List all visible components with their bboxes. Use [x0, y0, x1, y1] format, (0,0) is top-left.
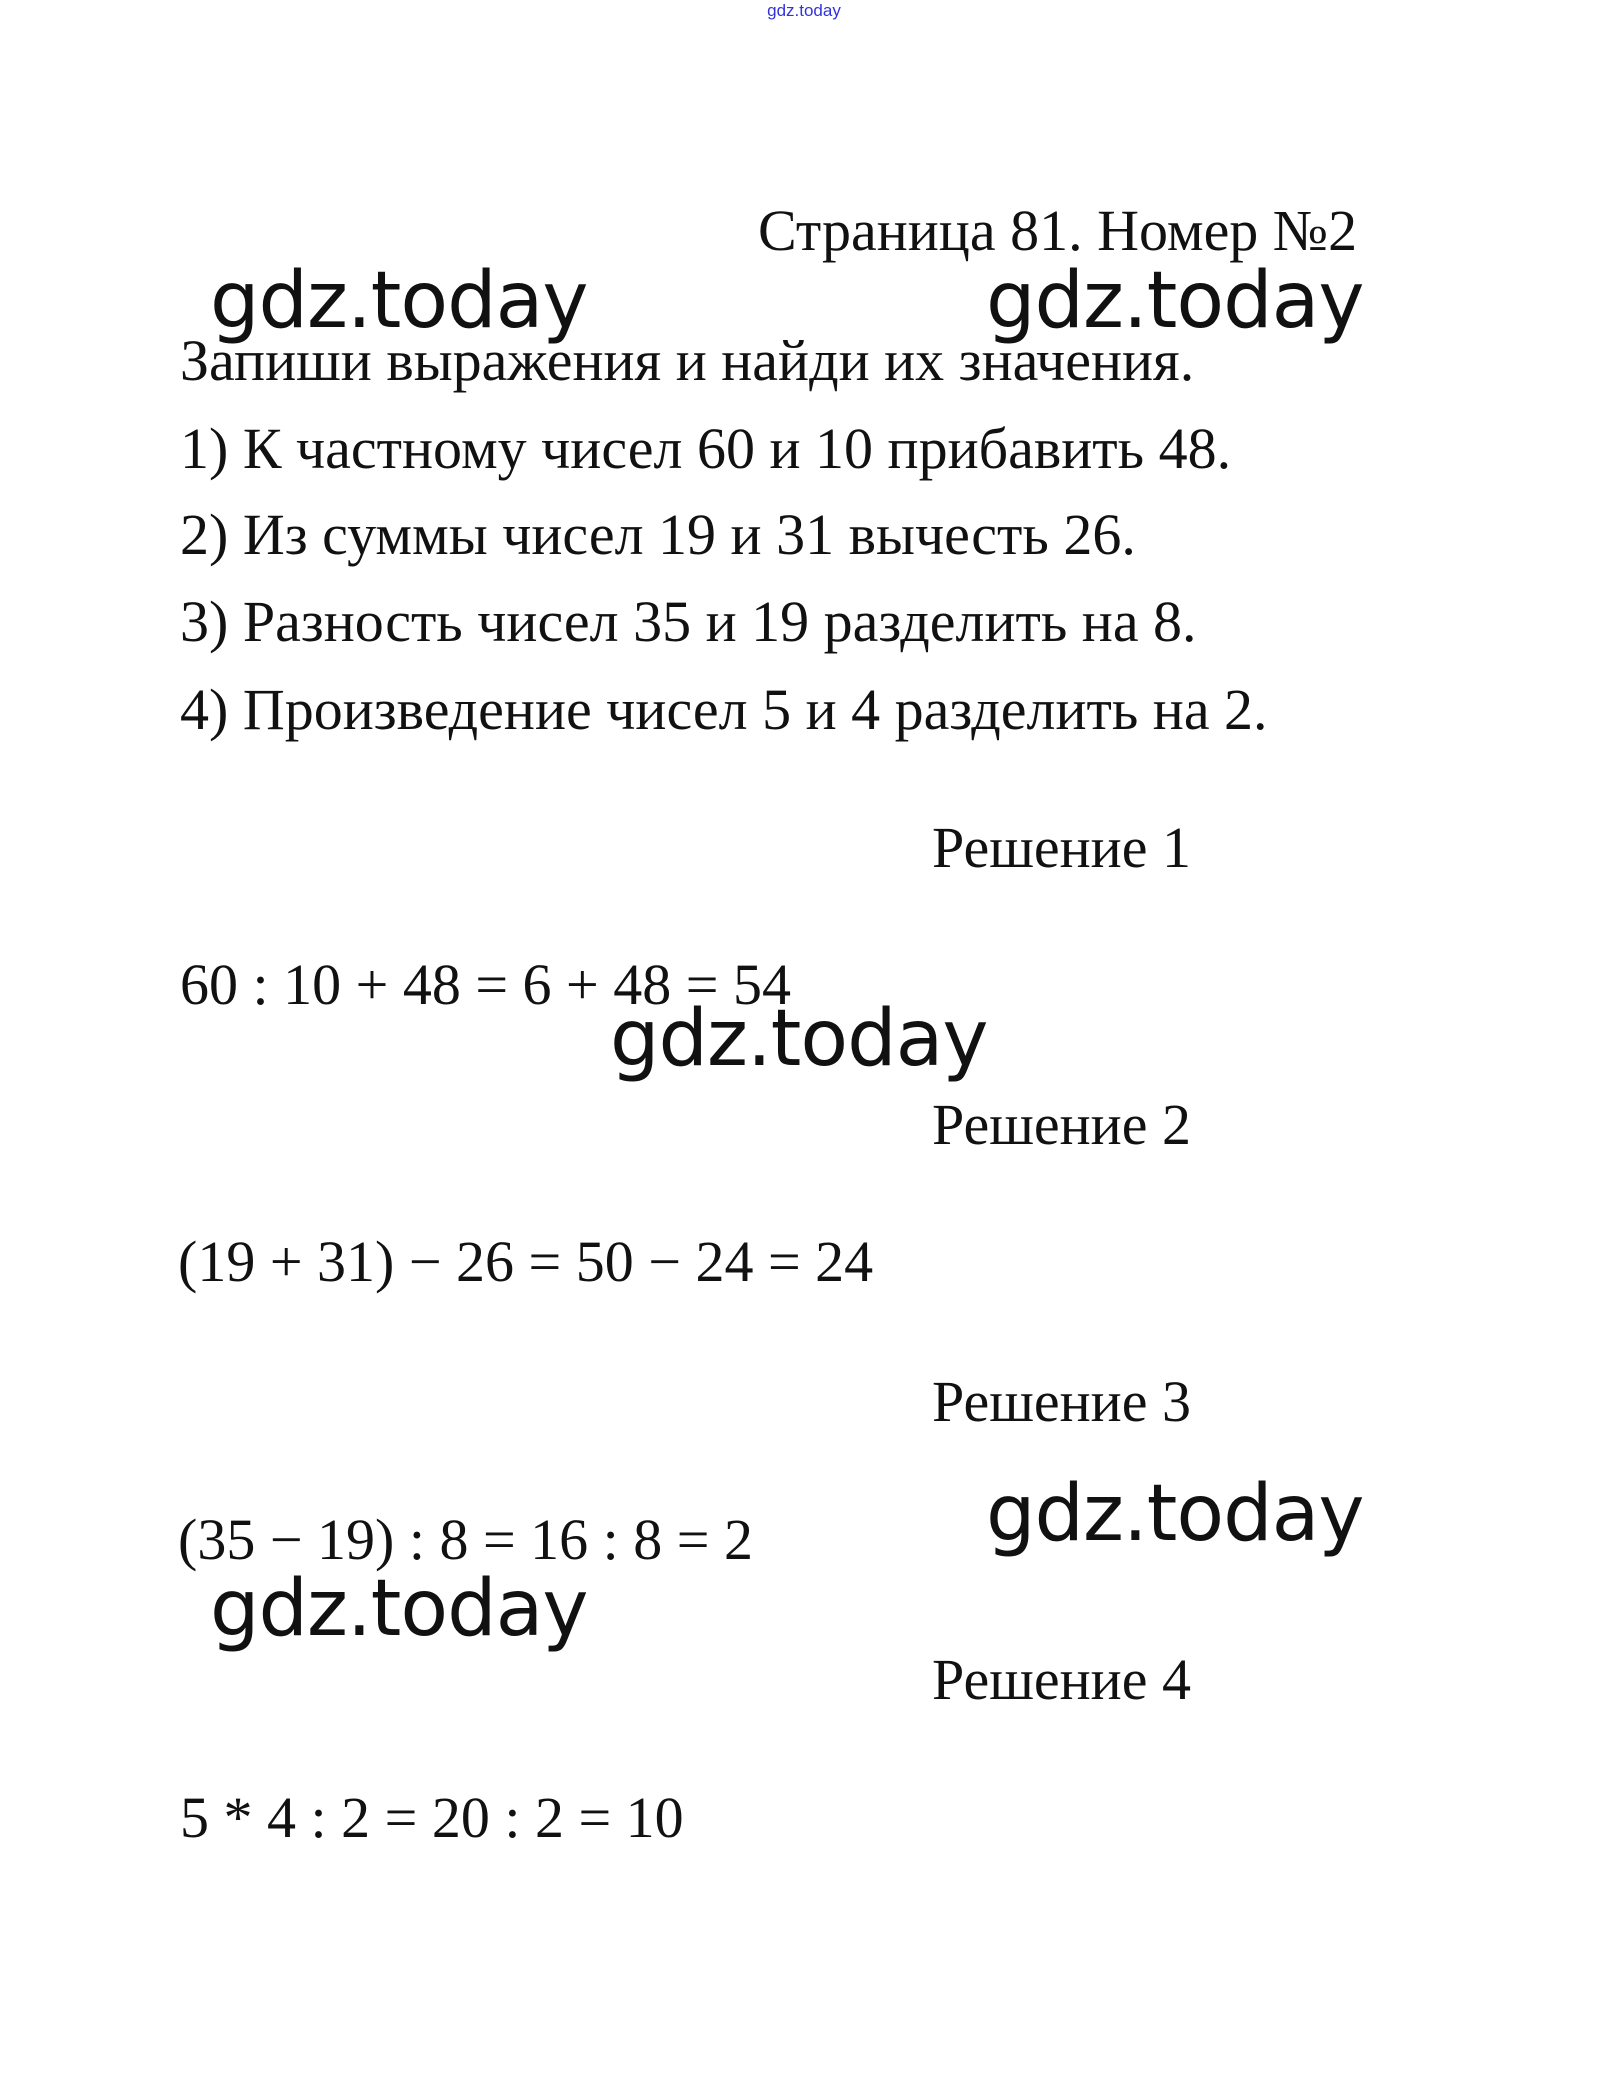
solution-heading-2: Решение 2 — [932, 1092, 1191, 1157]
page-title: Страница 81. Номер №2 — [758, 198, 1358, 263]
solution-expression-1: 60 : 10 + 48 = 6 + 48 = 54 — [180, 952, 791, 1017]
task-item-3: 3) Разность чисел 35 и 19 разделить на 8. — [180, 589, 1197, 654]
solution-heading-4: Решение 4 — [932, 1647, 1191, 1712]
task-instruction: Запиши выражения и найди их значения. — [180, 328, 1195, 393]
watermark: gdz.today — [986, 256, 1364, 346]
solution-heading-1: Решение 1 — [932, 815, 1191, 880]
header-watermark-link[interactable]: gdz.today — [767, 1, 841, 20]
task-item-2: 2) Из суммы чисел 19 и 31 вычесть 26. — [180, 502, 1136, 567]
watermark: gdz.today — [610, 994, 988, 1084]
solution-expression-2: (19 + 31) − 26 = 50 − 24 = 24 — [178, 1229, 874, 1294]
watermark: gdz.today — [210, 256, 588, 346]
watermark: gdz.today — [210, 1564, 588, 1654]
watermark: gdz.today — [986, 1469, 1364, 1559]
task-item-1: 1) К частному чисел 60 и 10 прибавить 48. — [180, 416, 1232, 481]
solution-heading-3: Решение 3 — [932, 1369, 1191, 1434]
solution-expression-3: (35 − 19) : 8 = 16 : 8 = 2 — [178, 1507, 753, 1572]
solution-expression-4: 5 * 4 : 2 = 20 : 2 = 10 — [180, 1785, 684, 1850]
task-item-4: 4) Произведение чисел 5 и 4 разделить на 2. — [180, 677, 1268, 742]
